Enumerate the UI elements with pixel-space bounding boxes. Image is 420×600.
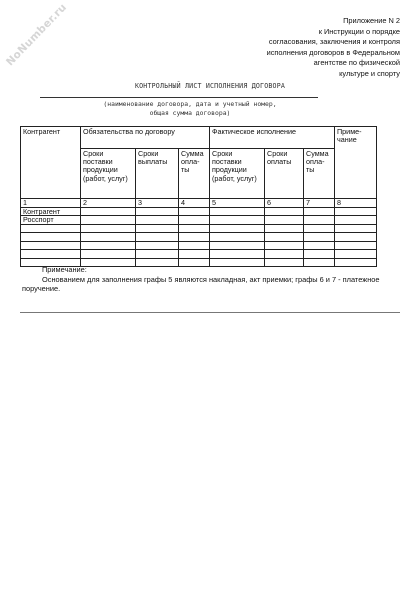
appendix-reference <box>210 16 400 80</box>
table-cell[interactable] <box>335 241 377 250</box>
table-cell[interactable] <box>304 216 335 225</box>
table-cell[interactable]: Контрагент <box>21 207 81 216</box>
column-number: 5 <box>210 199 265 208</box>
table-cell[interactable] <box>179 224 210 233</box>
table-cell[interactable] <box>304 233 335 242</box>
table-cell[interactable] <box>21 224 81 233</box>
table-cell[interactable] <box>265 250 304 259</box>
table-cell[interactable] <box>304 250 335 259</box>
header-obligations <box>81 127 210 149</box>
table-cell[interactable] <box>81 216 136 225</box>
table-cell[interactable] <box>136 207 179 216</box>
table-cell[interactable] <box>179 250 210 259</box>
table-cell[interactable] <box>136 250 179 259</box>
column-number: 2 <box>81 199 136 208</box>
caption-line-2: общая сумма договора) <box>149 109 231 117</box>
table-cell[interactable] <box>136 233 179 242</box>
header-counterparty: Контрагент <box>21 127 81 199</box>
column-number: 6 <box>265 199 304 208</box>
contract-name-line <box>40 97 318 98</box>
appendix-line: к Инструкции о порядке <box>318 26 400 36</box>
note-heading: Примечание: <box>42 265 87 274</box>
table-cell[interactable] <box>265 233 304 242</box>
subheader-payment-amount: Сумма опла- ты <box>179 149 210 199</box>
table-cell[interactable] <box>304 207 335 216</box>
header-obligations-label: Обязательства по договору <box>83 127 175 136</box>
appendix-line: исполнения договоров в Федеральном <box>266 47 400 57</box>
document-title: КОНТРОЛЬНЫЙ ЛИСТ ИСПОЛНЕНИЯ ДОГОВОРА <box>134 82 286 90</box>
watermark: NoNumber.ru <box>4 1 70 69</box>
table-cell[interactable] <box>210 241 265 250</box>
header-actual-execution: Фактическое исполнение <box>210 127 335 149</box>
table-cell[interactable] <box>335 233 377 242</box>
column-number-row <box>21 199 377 208</box>
table-cell[interactable] <box>136 216 179 225</box>
subheader-delivery-terms: Сроки поставки продукции (работ, услуг) <box>81 149 136 199</box>
column-number: 3 <box>136 199 179 208</box>
table-cell[interactable] <box>81 207 136 216</box>
table-cell[interactable] <box>335 224 377 233</box>
table-cell[interactable] <box>210 224 265 233</box>
table-cell[interactable] <box>335 207 377 216</box>
note-text: Основанием для заполнения графы 5 являются накладная, акт приемки; графы 6 и 7 - платежное поручение. <box>22 274 380 294</box>
appendix-line: культуре и спорту <box>339 68 400 78</box>
table-cell[interactable] <box>265 241 304 250</box>
table-row <box>21 250 377 259</box>
column-number: 4 <box>179 199 210 208</box>
table-header-row <box>21 127 377 149</box>
appendix-line: агентстве по физической <box>313 58 400 68</box>
table-cell[interactable] <box>179 216 210 225</box>
table-cell[interactable] <box>81 233 136 242</box>
table-cell[interactable] <box>81 224 136 233</box>
table-cell[interactable] <box>21 233 81 242</box>
table-cell[interactable] <box>21 241 81 250</box>
table-cell[interactable] <box>179 233 210 242</box>
table-cell[interactable] <box>210 216 265 225</box>
subheader-payment-terms: Сроки выплаты <box>136 149 179 199</box>
subheader-actual-amount: Сумма опла- ты <box>304 149 335 199</box>
table-cell[interactable] <box>265 224 304 233</box>
table-cell[interactable] <box>304 241 335 250</box>
table-cell[interactable] <box>210 250 265 259</box>
table-row <box>21 207 377 216</box>
table-cell[interactable] <box>21 250 81 259</box>
contract-name-caption <box>30 100 350 118</box>
table-cell[interactable] <box>81 250 136 259</box>
table-cell[interactable] <box>136 241 179 250</box>
note-section <box>22 265 400 294</box>
table-row <box>21 233 377 242</box>
table-cell[interactable] <box>210 207 265 216</box>
table-row <box>21 224 377 233</box>
table-cell[interactable] <box>81 241 136 250</box>
table-cell[interactable]: Росспорт <box>21 216 81 225</box>
table-cell[interactable] <box>210 233 265 242</box>
table-cell[interactable] <box>136 224 179 233</box>
control-sheet-table <box>20 126 377 267</box>
column-number: 1 <box>21 199 81 208</box>
subheader-actual-delivery: Сроки поставки продукции (работ, услуг) <box>210 149 265 199</box>
caption-line-1: (наименование договора, дата и учетный номер, <box>103 100 277 108</box>
table-cell[interactable] <box>179 241 210 250</box>
bottom-divider <box>20 312 400 313</box>
column-number: 8 <box>335 199 377 208</box>
table-row <box>21 216 377 225</box>
subheader-actual-payment: Сроки оплаты <box>265 149 304 199</box>
appendix-line: Приложение N 2 <box>343 16 400 25</box>
table-cell[interactable] <box>265 216 304 225</box>
header-note: Приме- чание <box>335 127 377 199</box>
table-cell[interactable] <box>265 207 304 216</box>
table-cell[interactable] <box>304 224 335 233</box>
table-cell[interactable] <box>179 207 210 216</box>
column-number: 7 <box>304 199 335 208</box>
table-cell[interactable] <box>335 216 377 225</box>
table-cell[interactable] <box>335 250 377 259</box>
table-row <box>21 241 377 250</box>
appendix-line: согласования, заключения и контроля <box>268 37 400 47</box>
